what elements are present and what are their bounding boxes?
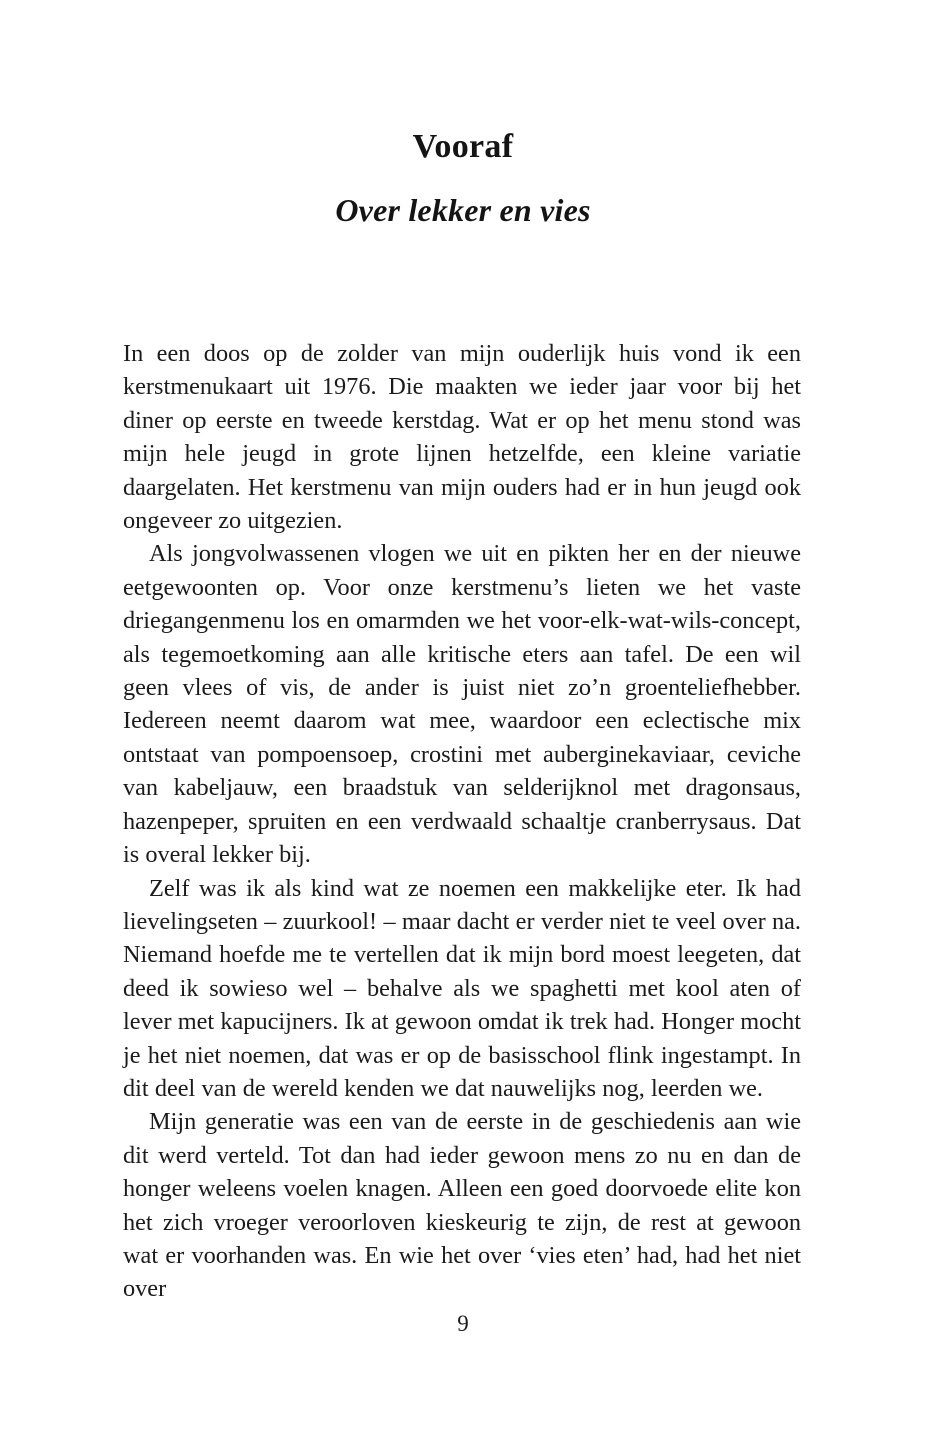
chapter-title: Vooraf bbox=[412, 128, 514, 165]
body-paragraph-3: Zelf was ik als kind wat ze noemen een makkelijke eter. Ik had lievelingseten – zuurkool! – maar dacht er verder niet te veel over na. Niemand hoefde me te vertellen dat ik mijn bord moest leegeten, dat deed ik sowieso wel – behalve als we spaghetti met kool aten of lever met kapucijners. Ik at gewoon omdat ik trek had. Honger mocht je het niet noemen, dat was er op de basisschool flink ingestampt. In dit deel van de wereld kenden we dat nauwelijks nog, leerden we. bbox=[123, 874, 801, 1102]
chapter-heading-block bbox=[0, 126, 926, 230]
body-paragraph-4: Mijn generatie was een van de eerste in de geschiedenis aan wie dit werd verteld. Tot dan had ieder gewoon mens zo nu en dan de honger weleens voelen knagen. Alleen een goed doorvoede elite kon het zich vroeger veroorloven kieskeurig te zijn, de rest at gewoon wat er voorhanden was. En wie het over ‘vies eten’ had, had het niet over bbox=[123, 1108, 801, 1303]
chapter-subtitle: Over lekker en vies bbox=[335, 192, 591, 228]
body-paragraph-2: Als jongvolwassenen vlogen we uit en pikten her en der nieuwe eetgewoonten op. Voor onze kerstmenu’s lieten we het vaste driegangenmenu los en omarmden we het voor-elk-wat-wils-concept, als tegemoetkoming aan alle kritische eters aan tafel. De een wil geen vlees of vis, de ander is juist niet zo’n groenteliefhebber. Iedereen neemt daarom wat mee, waardoor een eclectische mix ontstaat van pompoensoep, crostini met auberginekaviaar, ceviche van kabeljauw, een braadstuk van selderijknol met dragonsaus, hazenpeper, spruiten en een verdwaald schaaltje cranberrysaus. Dat is overal lekker bij. bbox=[123, 540, 801, 869]
body-paragraph-1: In een doos op de zolder van mijn ouderlijk huis vond ik een kerstmenukaart uit 1976. Die maakten we ieder jaar voor bij het diner op eerste en tweede kerstdag. Wat er op het menu stond was mijn hele jeugd in grote lijnen hetzelfde, een kleine variatie daargelaten. Het kerstmenu van mijn ouders had er in hun jeugd ook ongeveer zo uitgezien. bbox=[123, 340, 801, 535]
body-text-column bbox=[123, 337, 801, 1306]
page-number: 9 bbox=[457, 1311, 469, 1336]
